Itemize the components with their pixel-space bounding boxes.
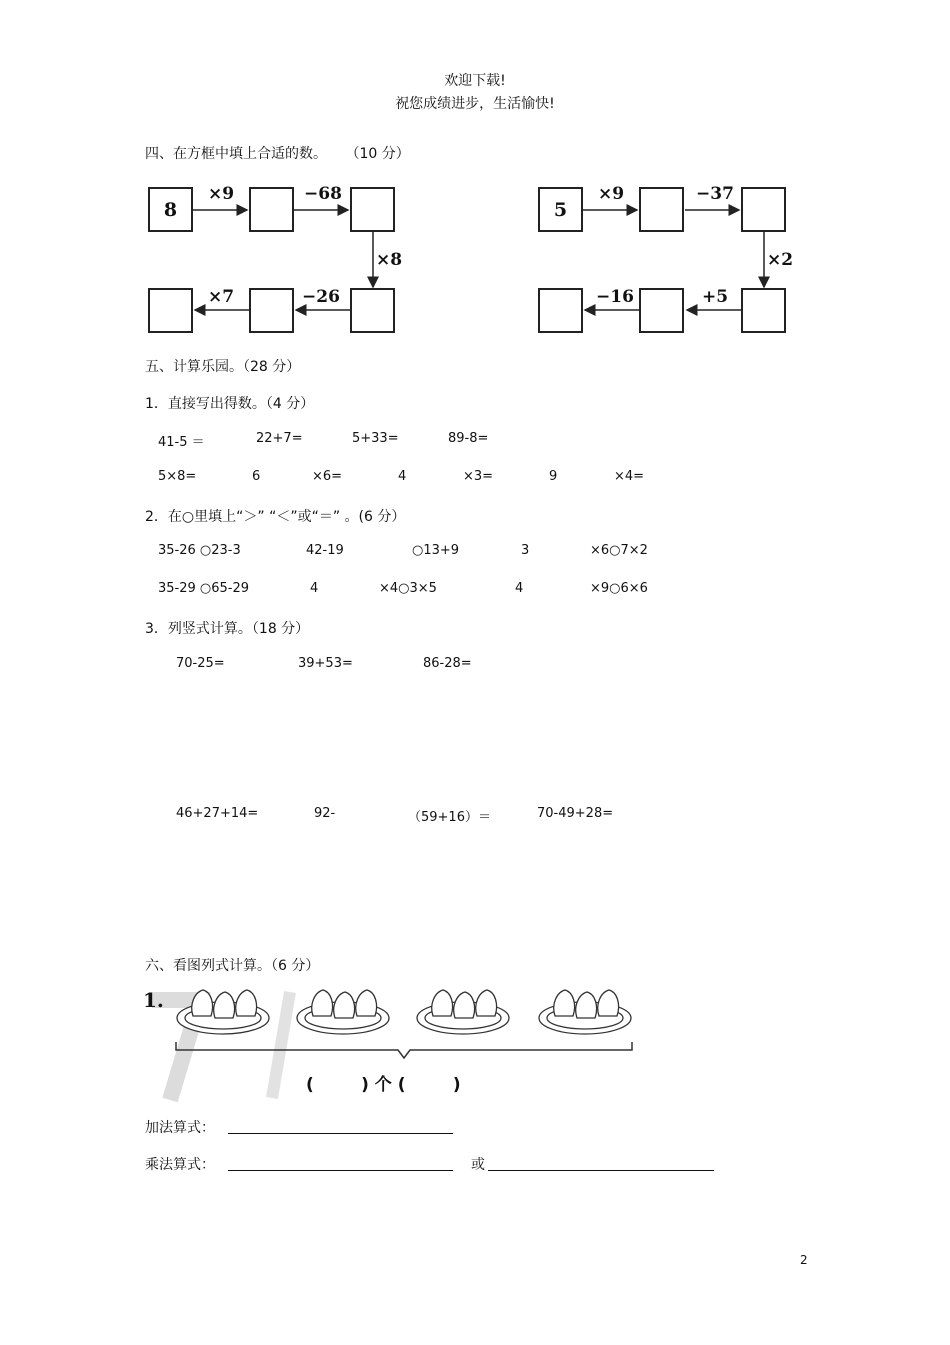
- q1-r2-item-6: 9: [549, 469, 558, 484]
- q1-r2-item-7: ×4=: [614, 469, 645, 484]
- left-op-3: ×8: [376, 250, 403, 270]
- q1-r2-item-1: 5×8=: [158, 469, 197, 484]
- q2-r2-item-5: ×9○6×6: [590, 581, 648, 596]
- right-start-box: 5: [538, 187, 583, 232]
- q2-r1-item-2: 42-19: [306, 543, 344, 558]
- right-answer-box-3[interactable]: [741, 288, 786, 333]
- left-answer-box-1[interactable]: [249, 187, 294, 232]
- q2-r2-item-2: 4: [310, 581, 319, 596]
- q2-r1-item-3: ○13+9: [412, 543, 460, 558]
- q2-r2-item-4: 4: [515, 581, 524, 596]
- left-start-box: 8: [148, 187, 193, 232]
- q3-r2-item-2: 92-: [314, 806, 336, 821]
- right-answer-box-4[interactable]: [639, 288, 684, 333]
- q3-r2-item-4: 70-49+28=: [537, 806, 614, 821]
- multiplication-answer-line-2[interactable]: [488, 1170, 714, 1171]
- q2-r1-item-1: 35-26 ○23-3: [158, 543, 241, 558]
- q2-r2-item-3: ×4○3×5: [379, 581, 437, 596]
- q1-r2-item-5: ×3=: [463, 469, 494, 484]
- section-4-score: （10 分）: [345, 146, 410, 162]
- left-op-1: ×9: [208, 184, 235, 204]
- section-6-title: 六、看图列式计算。（6 分）: [145, 958, 320, 974]
- addition-answer-line[interactable]: [228, 1133, 453, 1134]
- q1-r1-item-2: 22+7=: [256, 431, 303, 446]
- right-op-5: −16: [596, 287, 634, 307]
- right-op-2: −37: [696, 184, 734, 204]
- picture-caption: ( ) 个 ( ): [306, 1075, 461, 1095]
- left-op-2: −68: [304, 184, 342, 204]
- q1-r2-item-3: ×6=: [312, 469, 343, 484]
- section-5-title: 五、计算乐园。（28 分）: [145, 359, 301, 375]
- right-answer-box-2[interactable]: [741, 187, 786, 232]
- left-op-5: ×7: [208, 287, 235, 307]
- q3-r1-item-3: 86-28=: [423, 656, 472, 671]
- q3-r1-item-2: 39+53=: [298, 656, 353, 671]
- left-answer-box-3[interactable]: [350, 288, 395, 333]
- header-line-2: 祝您成绩进步，生活愉快!: [395, 96, 555, 112]
- q2-r1-item-5: ×6○7×2: [590, 543, 648, 558]
- q1-r1-item-3: 5+33=: [352, 431, 399, 446]
- section-4-title-text: 四、在方框中填上合适的数。: [145, 146, 327, 162]
- addition-label: 加法算式：: [145, 1120, 215, 1136]
- picture-number: 1.: [143, 988, 164, 1012]
- q2-r2-item-1: 35-29 ○65-29: [158, 581, 250, 596]
- right-op-3: ×2: [767, 250, 794, 270]
- right-op-1: ×9: [598, 184, 625, 204]
- q1-r1-item-1: 41-5 ＝: [158, 435, 205, 450]
- right-answer-box-1[interactable]: [639, 187, 684, 232]
- q3-r2-item-3: （59+16）＝: [408, 810, 491, 825]
- q1-r2-item-4: 4: [398, 469, 407, 484]
- page-number: 2: [800, 1253, 808, 1267]
- q2-title: 2．在○里填上“＞” “＜”或“＝” 。(6 分）: [145, 509, 406, 525]
- q1-title: 1．直接写出得数。（4 分）: [145, 396, 315, 412]
- left-answer-box-4[interactable]: [249, 288, 294, 333]
- plate-group: [177, 990, 631, 1034]
- q2-r1-item-4: 3: [521, 543, 530, 558]
- q1-r1-item-4: 89-8=: [448, 431, 489, 446]
- left-op-4: −26: [302, 287, 340, 307]
- q3-r2-item-1: 46+27+14=: [176, 806, 259, 821]
- right-op-4: +5: [702, 287, 729, 307]
- or-label: 或: [471, 1157, 485, 1173]
- left-answer-box-2[interactable]: [350, 187, 395, 232]
- multiplication-label: 乘法算式：: [145, 1157, 215, 1173]
- right-answer-box-5[interactable]: [538, 288, 583, 333]
- multiplication-answer-line-1[interactable]: [228, 1170, 453, 1171]
- left-answer-box-5[interactable]: [148, 288, 193, 333]
- q3-r1-item-1: 70-25=: [176, 656, 225, 671]
- q3-title: 3．列竖式计算。（18 分）: [145, 621, 310, 637]
- q1-r2-item-2: 6: [252, 469, 261, 484]
- header-line-1: 欢迎下载!: [444, 73, 506, 89]
- flow-diagram-arrows: [0, 0, 950, 345]
